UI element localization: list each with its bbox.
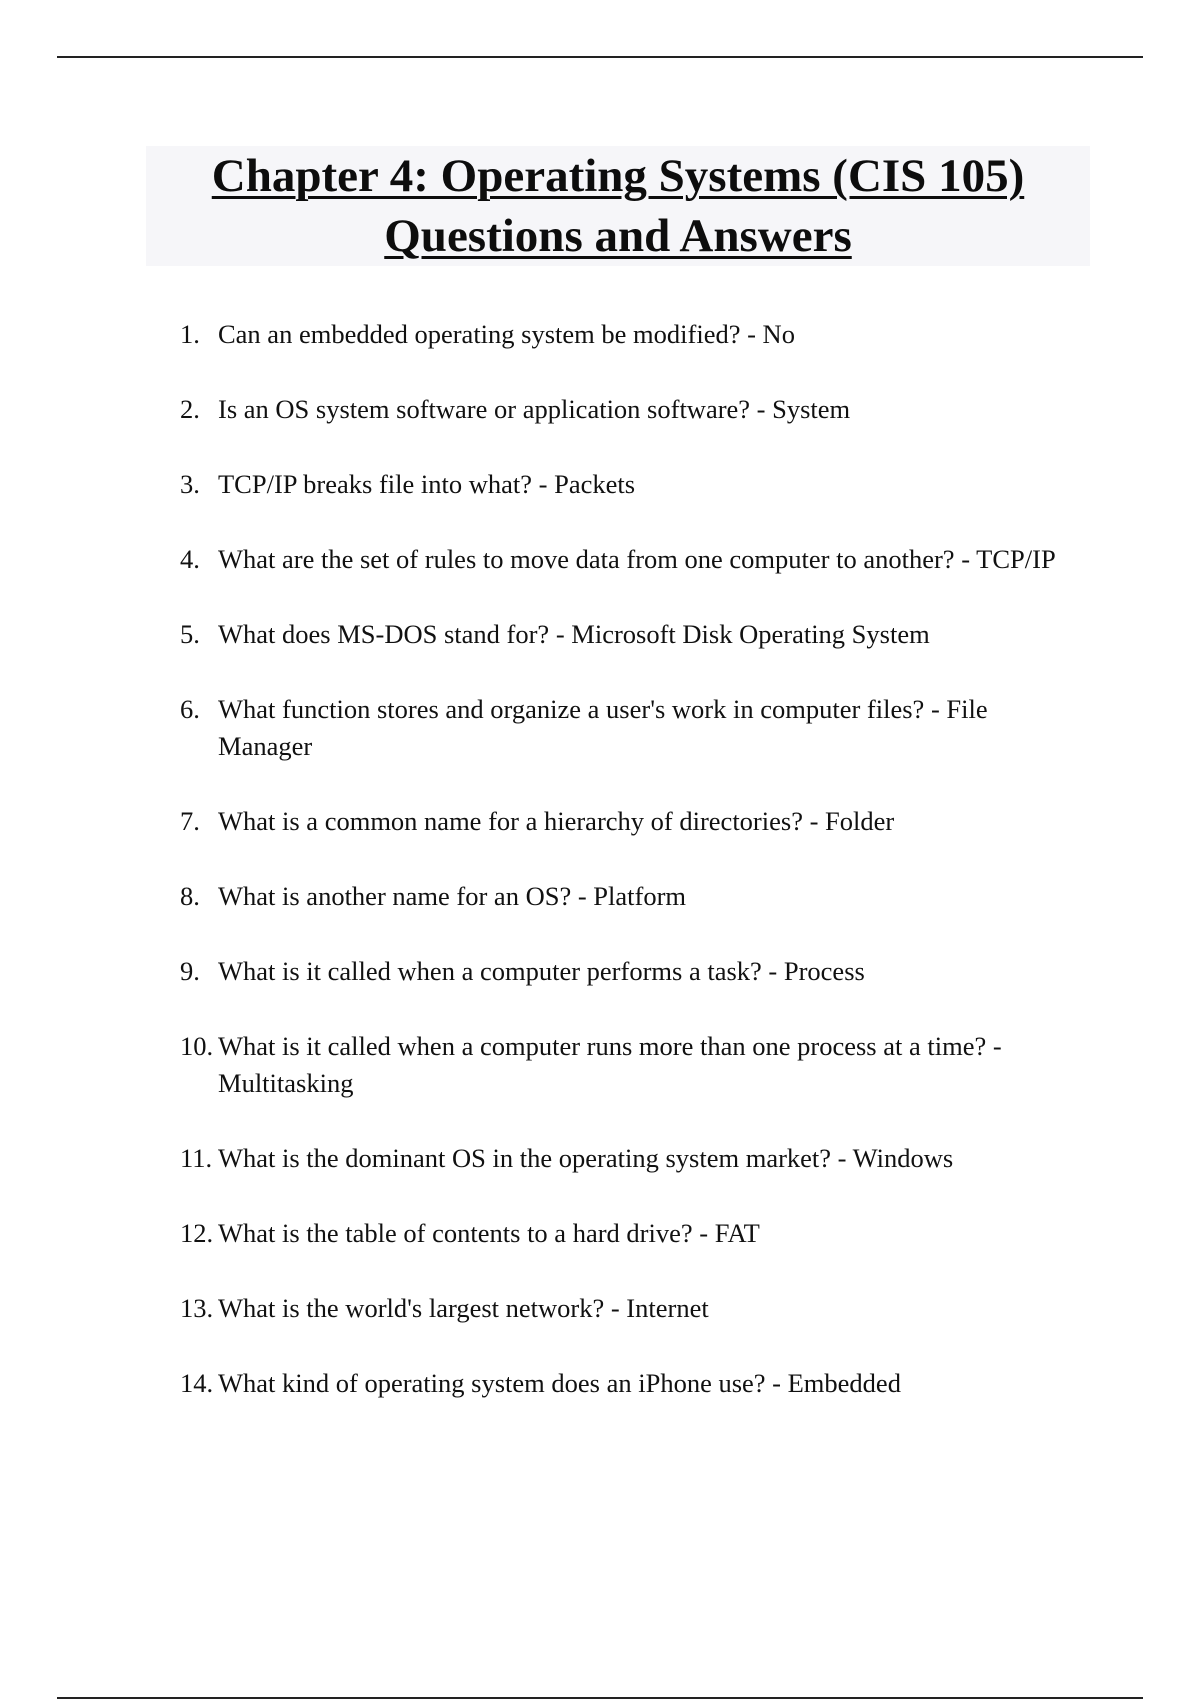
qa-item (180, 391, 1060, 428)
qa-item (180, 466, 1060, 503)
qa-text: What are the set of rules to move data from one computer to another? - TCP/IP (218, 544, 1056, 574)
qa-item (180, 1215, 1060, 1252)
qa-number: 11. (180, 1143, 213, 1173)
qa-item (180, 1365, 1060, 1402)
qa-item (180, 1140, 1060, 1177)
qa-item (180, 691, 1060, 765)
qa-item (180, 953, 1060, 990)
qa-number: 14. (180, 1368, 214, 1398)
page-title-line-2: Questions and Answers (384, 210, 852, 262)
qa-text: What kind of operating system does an iPhone use? - Embedded (218, 1368, 901, 1398)
qa-text: What does MS-DOS stand for? - Microsoft Disk Operating System (218, 619, 930, 649)
qa-number: 7. (180, 806, 200, 836)
qa-number: 2. (180, 394, 200, 424)
qa-list (180, 316, 1060, 1440)
bottom-divider (57, 1697, 1143, 1699)
qa-text: Can an embedded operating system be modified? - No (218, 319, 795, 349)
qa-number: 1. (180, 319, 200, 349)
qa-text: Is an OS system software or application software? - System (218, 394, 851, 424)
qa-text: TCP/IP breaks file into what? - Packets (218, 469, 636, 499)
qa-text: What is another name for an OS? - Platform (218, 881, 687, 911)
qa-number: 13. (180, 1293, 214, 1323)
top-divider (57, 56, 1143, 58)
qa-number: 4. (180, 544, 200, 574)
qa-item (180, 1290, 1060, 1327)
qa-item (180, 541, 1060, 578)
qa-number: 6. (180, 694, 200, 724)
qa-item (180, 616, 1060, 653)
qa-number: 8. (180, 881, 200, 911)
qa-item (180, 1028, 1060, 1102)
qa-text: What is the world's largest network? - Internet (218, 1293, 709, 1323)
qa-number: 5. (180, 619, 200, 649)
qa-text: What is the dominant OS in the operating system market? - Windows (218, 1143, 954, 1173)
qa-number: 12. (180, 1218, 214, 1248)
qa-item (180, 878, 1060, 915)
qa-text: What function stores and organize a user's work in computer files? - File Manager (218, 694, 988, 761)
qa-number: 9. (180, 956, 200, 986)
qa-item (180, 803, 1060, 840)
qa-item (180, 316, 1060, 353)
qa-text: What is a common name for a hierarchy of directories? - Folder (218, 806, 895, 836)
qa-text: What is it called when a computer runs more than one process at a time? - Multitasking (218, 1031, 1002, 1098)
page-title-line-1: Chapter 4: Operating Systems (CIS 105) (211, 150, 1025, 202)
qa-number: 3. (180, 469, 200, 499)
qa-text: What is the table of contents to a hard drive? - FAT (218, 1218, 760, 1248)
qa-number: 10. (180, 1031, 214, 1061)
qa-text: What is it called when a computer performs a task? - Process (218, 956, 865, 986)
title-banner (146, 146, 1090, 266)
